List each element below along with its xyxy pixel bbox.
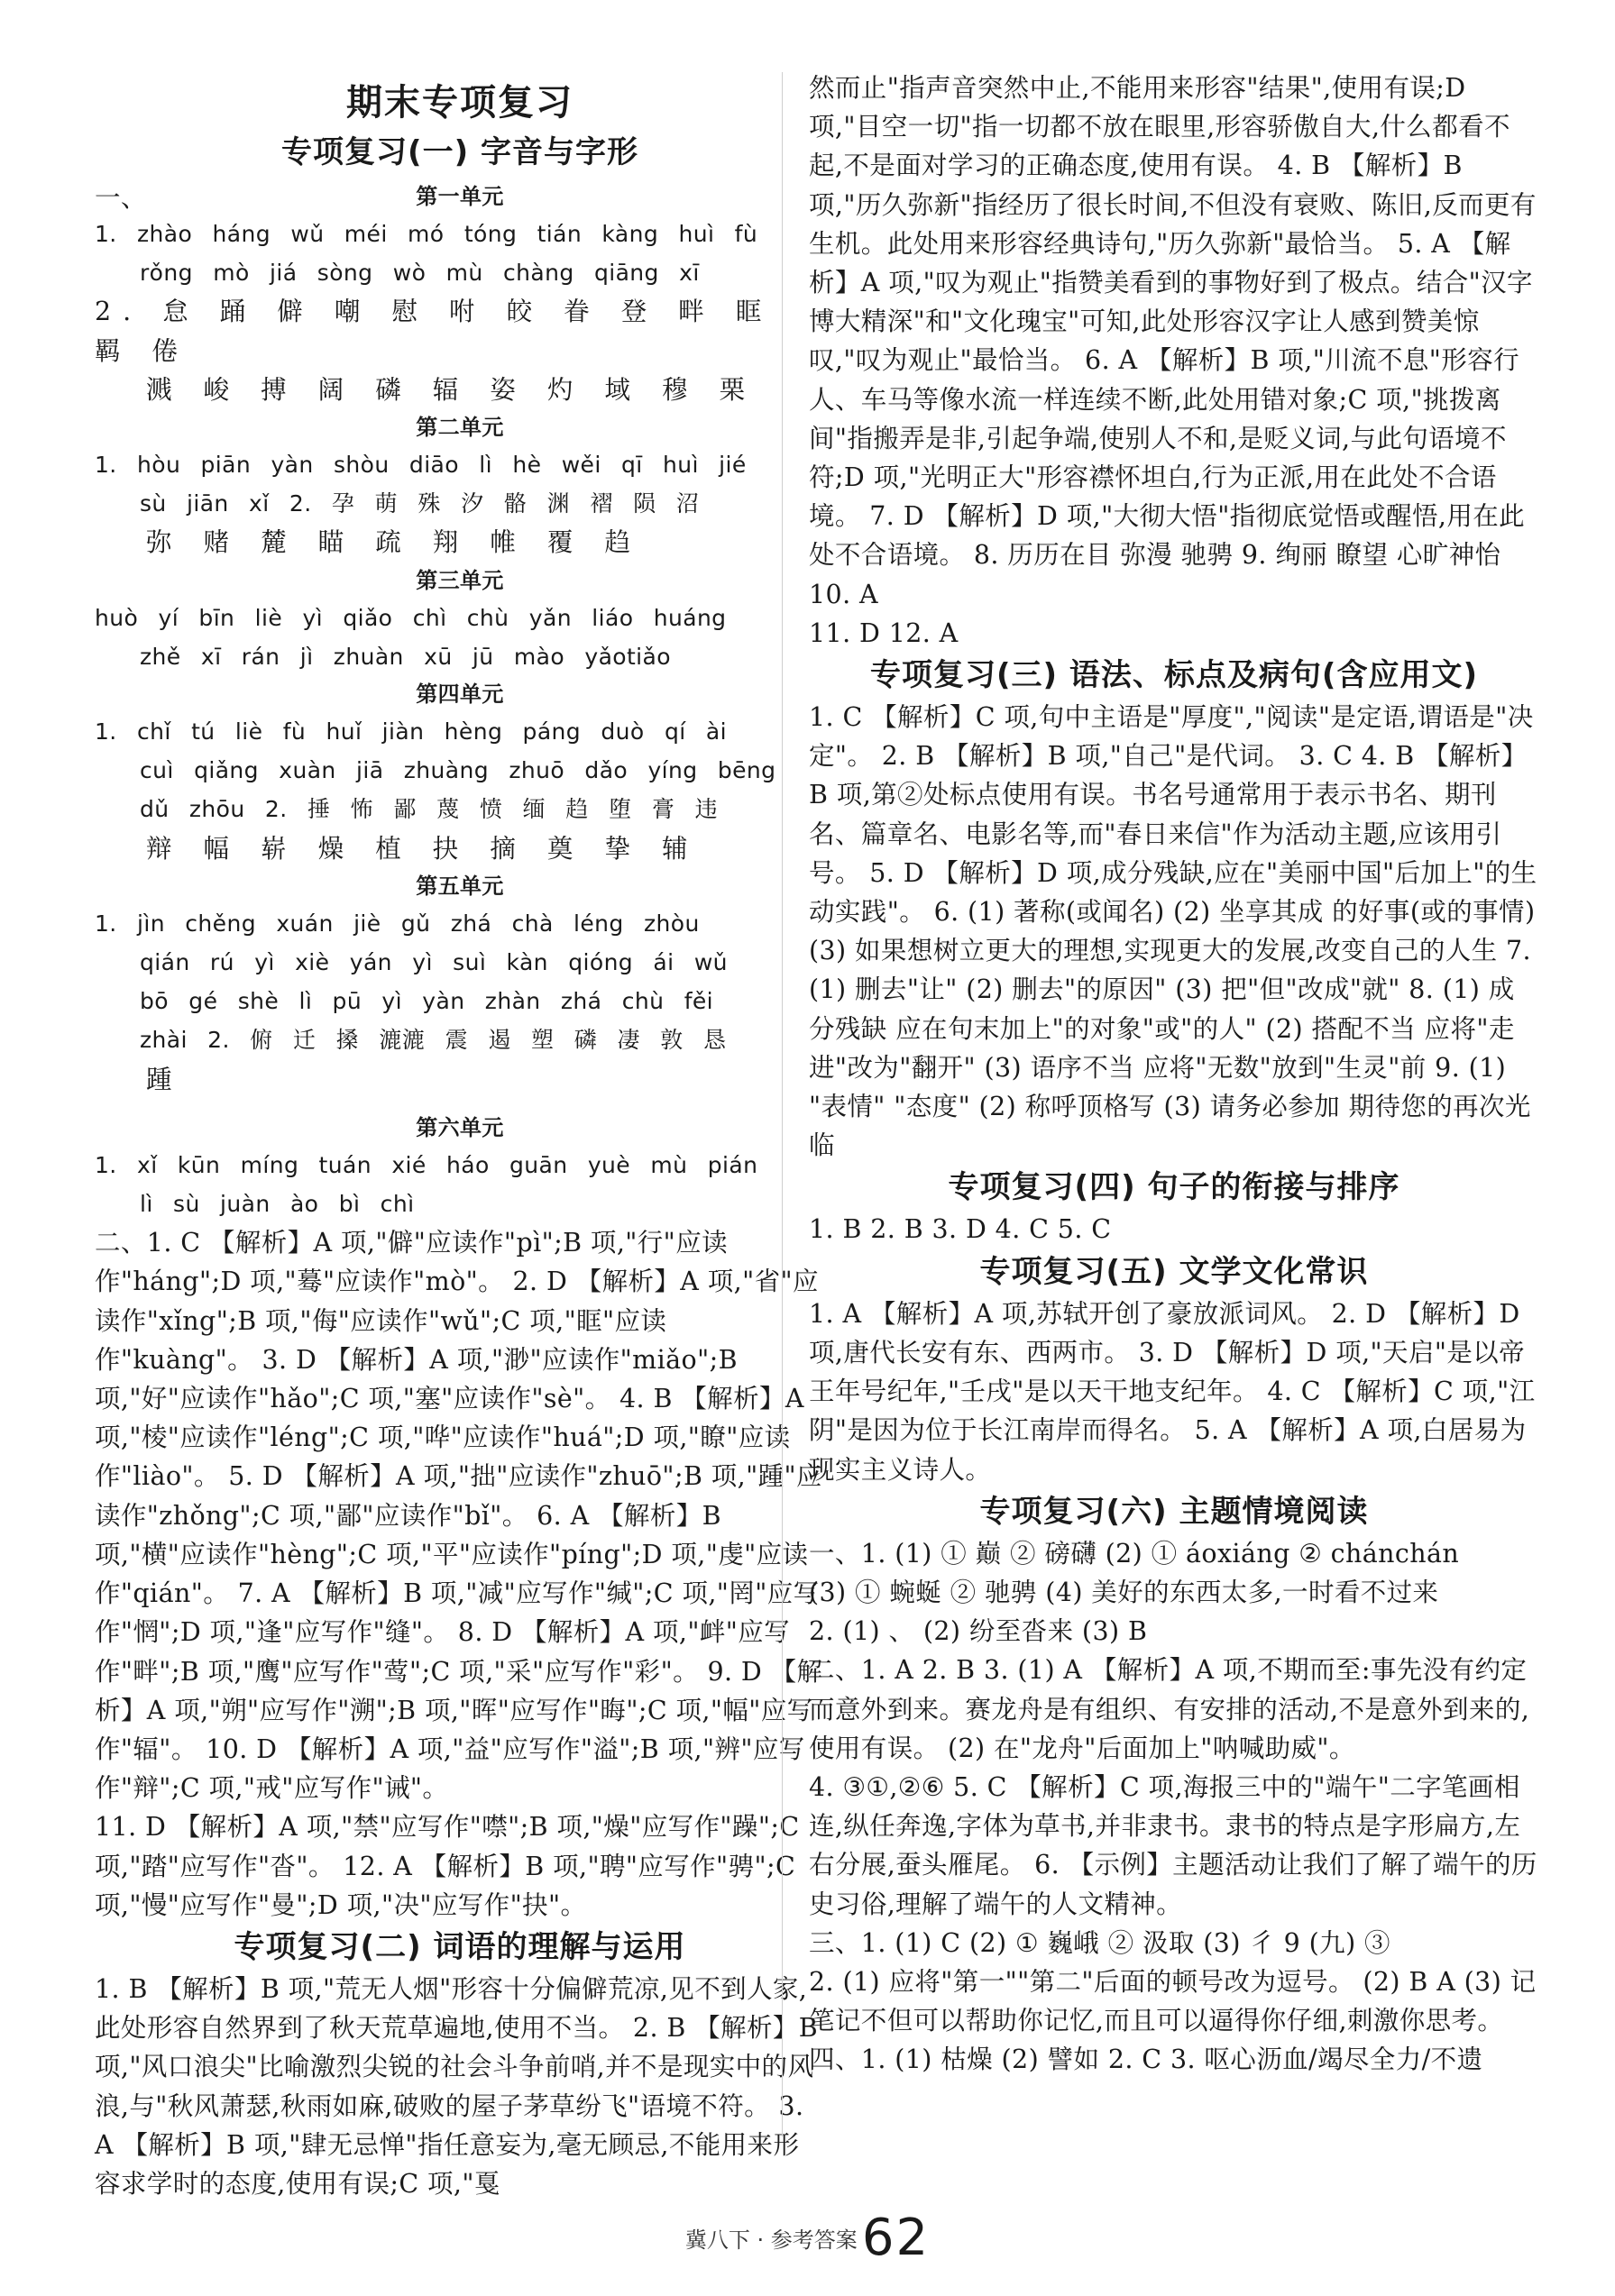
section-2-title: 专项复习(二) 词语的理解与运用 (234, 1928, 686, 1965)
u3-line-1: huò yí bīn liè yì qiǎo chì chù yǎn liáo huáng (95, 604, 727, 631)
section-3-body: 1. C 【解析】C 项,句中主语是"厚度","阅读"是定语,谓语是"决定"。 2. B 【解析】B 项,"自己"是代词。 3. C 4. B 【解析】B 项,第②处标点使用有误。书名号通常用于表示书名、期刊名、篇章名、电影名等,而"春日来信"作为活动主题,应该用引号。 5. D 【解析】D 项,成分残缺,应在"美丽中国"后加上"的生动实践"。 6. (1) 著称(或闻名) (2) 坐享其成 的好事(或的事情) (3) 如果想树立更大的理想,实现更大的发展,改变自己的人生 7. (1) 删去"让" (2) 删去"的原因" (3) 把"但"改成"就" 8. (1) 成分残缺 应在句末加上"的对象"或"的人" (2) 搭配不当 应将"走进"改为"翻开" (3) 语序不当 应将"无数"放到"生灵"前 9. (1) "表情" "态度" (2) 称呼顶格写 (3) 请务必参加 期待您的再次光临 (809, 702, 1537, 1161)
u2-line-2: sù jiān xǐ 2. 孕 萌 殊 汐 骼 渊 褶 陨 沼 (140, 490, 700, 517)
unit-1-heading: 第一单元 (416, 184, 504, 209)
u1-pinyin-line-1: 1. zhào háng wǔ méi mó tóng tián kàng huì fù (95, 221, 758, 247)
u5-line-2: qián rú yì xiè yán yì suì kàn qióng ái wǔ (140, 949, 728, 976)
u4-line-4: 辩 幅 崭 燥 植 抉 摘 奠 挚 辅 (146, 833, 700, 864)
section-5-body: 1. A 【解析】A 项,苏轼开创了豪放派词风。 2. D 【解析】D 项,唐代长安有东、西两市。 3. D 【解析】D 项,"天启"是以帝王年号纪年,"壬戌"是以天干地支纪年。 4. C 【解析】C 项,"江阴"是因为位于长江南岸而得名。 5. A 【解析】A 项,白居易为现实主义诗人。 (809, 1298, 1536, 1485)
page-footer (0, 2209, 1615, 2267)
page-number: 62 (861, 2209, 931, 2267)
section-5-title: 专项复习(五) 文学文化常识 (979, 1253, 1369, 1290)
unit-5-heading: 第五单元 (416, 873, 504, 899)
unit-3-heading: 第三单元 (416, 567, 504, 593)
u2-line-1: 1. hòu piān yàn shòu diāo lì hè wěi qī huì jié (95, 452, 747, 479)
column-divider (782, 72, 783, 2136)
u4-line-2: cuì qiǎng xuàn jiā zhuàng zhuō dǎo yíng bēng (140, 757, 776, 784)
right-column (809, 69, 1539, 2080)
section-4-title: 专项复习(四) 句子的衔接与排序 (948, 1169, 1400, 1206)
unit-2-heading: 第二单元 (416, 415, 504, 441)
u1-pinyin-line-2: rǒng mò jiá sòng wò mù chàng qiāng xī (140, 260, 700, 287)
unit-4-heading: 第四单元 (416, 681, 504, 708)
u6-line-2: lì sù juàn ào bì chì (140, 1191, 415, 1218)
u4-line-1: 1. chǐ tú liè fù huǐ jiàn hèng páng duò qí ài (95, 718, 727, 746)
section-6-part-2-cont: 4. ③①,②⑥ 5. C 【解析】C 项,海报三中的"端午"二字笔画相连,纵任奔逸,字体为草书,并非隶书。隶书的特点是字形扁方,左右分展,蚕头雁尾。 6. 【示例】主题活动让我们了解了端午的历史习俗,理解了端午的人文精神。 (809, 1771, 1537, 1919)
unit-6-heading: 第六单元 (416, 1114, 504, 1140)
section-1-title: 专项复习(一) 字音与字形 (281, 134, 638, 170)
footer-label: 冀八下 · 参考答案 (684, 2227, 858, 2253)
section-6-part-2: 二、1. A 2. B 3. (1) A 【解析】A 项,不期而至:事先没有约定而意外到来。赛龙舟是有组织、有安排的活动,不是意外到来的,使用有误。 (2) 在"龙舟"后面加上"呐喊助威"。 (809, 1655, 1530, 1763)
section-6-part-4: 四、1. (1) 枯燥 (2) 譬如 2. C 3. 呕心沥血/竭尽全力/不遗 (809, 2044, 1483, 2075)
u4-line-3: dǔ zhōu 2. 捶 怖 鄙 蔑 愤 缅 趋 堕 膏 违 (140, 796, 719, 823)
page-title: 期末专项复习 (346, 82, 574, 123)
u6-line-1: 1. xǐ kūn míng tuán xié háo guān yuè mù pián (95, 1151, 758, 1178)
u2-line-3: 弥 赌 麓 瞄 疏 翔 帷 覆 趋 (146, 527, 642, 558)
u5-line-5: 踵 (146, 1064, 184, 1094)
part-1-marker: 一、 (95, 183, 147, 213)
section-3-title: 专项复习(三) 语法、标点及病句(含应用文) (870, 657, 1478, 694)
u1-chars-line-2: 溅 峻 搏 阔 磷 辐 姿 灼 域 穆 栗 (146, 374, 757, 405)
u5-line-1: 1. jìn chěng xuán jiè gǔ zhá chà léng zhòu (95, 910, 700, 937)
section-6-line-3: 2. (1) 、 (2) 纷至沓来 (3) B (809, 1616, 1148, 1647)
section-6-part-3-cont: 2. (1) 应将"第一""第二"后面的顿号改为逗号。 (2) B A (3) 记笔记不但可以帮助你记忆,而且可以逼得你仔细,刺激你思考。 (809, 1966, 1537, 2036)
part-2-answers: 二、1. C 【解析】A 项,"僻"应读作"pì";B 项,"行"应读作"háng";D 项,"蓦"应读作"mò"。 2. D 【解析】A 项,"省"应读作"xǐng";B 项,"侮"应读作"wǔ";C 项,"眶"应读作"kuàng"。 3. D 【解析】A 项,"渺"应读作"miǎo";B 项,"好"应读作"hǎo";C 项,"塞"应读作"sè"。 4. B 【解析】A 项,"棱"应读作"léng";C 项,"哗"应读作"huá";D 项,"瞭"应读作"liào"。 5. D 【解析】A 项,"拙"应读作"zhuō";B 项,"踵"应读作"zhǒng";C 项,"鄙"应读作"bǐ"。 6. A 【解析】B 项,"横"应读作"hèng";C 项,"平"应读作"píng";D 项,"虔"应读作"qián"。 7. A 【解析】B 项,"减"应写作"缄";C 项,"罔"应写作"惘";D 项,"逢"应写作"缝"。 8. D 【解析】A 项,"衅"应写作"畔";B 项,"鹰"应写作"莺";C 项,"采"应写作"彩"。 9. D 【解析】A 项,"朔"应写作"溯";B 项,"晖"应写作"晦";C 项,"幅"应写作"辐"。 10. D 【解析】A 项,"益"应写作"溢";B 项,"辨"应写作"辩";C 项,"戒"应写作"诫"。 (95, 1228, 823, 1804)
section-6-line-1: 一、1. (1) ① 巅 ② 磅礴 (2) ① áoxiáng ② chánchán (809, 1538, 1460, 1569)
part-2-answers-cont: 11. D 【解析】A 项,"禁"应写作"噤";B 项,"燥"应写作"躁";C 项,"踏"应写作"沓"。 12. A 【解析】B 项,"聘"应写作"骋";C 项,"慢"应写作"曼";D 项,"决"应写作"抉"。 (95, 1812, 800, 1920)
section-2-body: 1. B 【解析】B 项,"荒无人烟"形容十分偏僻荒凉,见不到人家,此处形容自然界到了秋天荒草遍地,使用不当。 2. B 【解析】B 项,"风口浪尖"比喻激烈尖锐的社会斗争前哨,并不是现实中的风浪,与"秋风萧瑟,秋雨如麻,破败的屋子茅草纷飞"语境不符。 3. A 【解析】B 项,"肆无忌惮"指任意妄为,毫无顾忌,不能用来形容求学时的态度,使用有误;C 项,"戛 (95, 1973, 819, 2199)
left-column (95, 72, 825, 2203)
u3-line-2: zhě xī rán jì zhuàn xū jū mào yǎotiǎo (140, 643, 671, 670)
section-6-title: 专项复习(六) 主题情境阅读 (979, 1493, 1369, 1530)
u5-line-3: bō gé shè lì pū yì yàn zhàn zhá chù fěi (140, 988, 714, 1015)
section-4-body: 1. B 2. B 3. D 4. C 5. C (809, 1214, 1112, 1245)
u5-line-4: zhài 2. 俯 迁 搡 漉漉 震 遏 塑 磷 凄 敦 恳 (140, 1027, 727, 1054)
section-2-continued-2: 11. D 12. A (809, 617, 959, 648)
section-6-part-3: 三、1. (1) C (2) ① 巍峨 ② 汲取 (3) 彳 9 (九) ③ (809, 1927, 1390, 1958)
section-2-continued: 然而止"指声音突然中止,不能用来形容"结果",使用有误;D 项,"目空一切"指一切都不放在眼里,形容骄傲自大,什么都看不起,不是面对学习的正确态度,使用有误。 4. B 【解析】B 项,"历久弥新"指经历了很长时间,不但没有衰败、陈旧,反而更有生机。此处用来形容经典诗句,"历久弥新"最恰当。 5. A 【解析】A 项,"叹为观止"指赞美看到的事物好到了极点。结合"汉字博大精深"和"文化瑰宝"可知,此处形容汉字让人感到赞美惊叹,"叹为观止"最恰当。 6. A 【解析】B 项,"川流不息"形容行人、车马等像水流一样连续不断,此处用错对象;C 项,"挑拨离间"指搬弄是非,引起争端,使别人不和,是贬义词,与此句语境不符;D 项,"光明正大"形容襟怀坦白,行为正派,用在此处不合语境。 7. D 【解析】D 项,"大彻大悟"指彻底觉悟或醒悟,用在此处不合语境。 8. 历历在目 弥漫 驰骋 9. 绚丽 瞭望 心旷神怡 10. A (809, 73, 1537, 609)
u1-chars-line-1: 2. 怠 踊 僻 嘲 慰 咐 皎 眷 登 畔 眶 羁 倦 (95, 297, 774, 366)
section-6-line-2: (3) ① 蜿蜒 ② 驰骋 (4) 美好的东西太多,一时看不过来 (809, 1577, 1439, 1607)
